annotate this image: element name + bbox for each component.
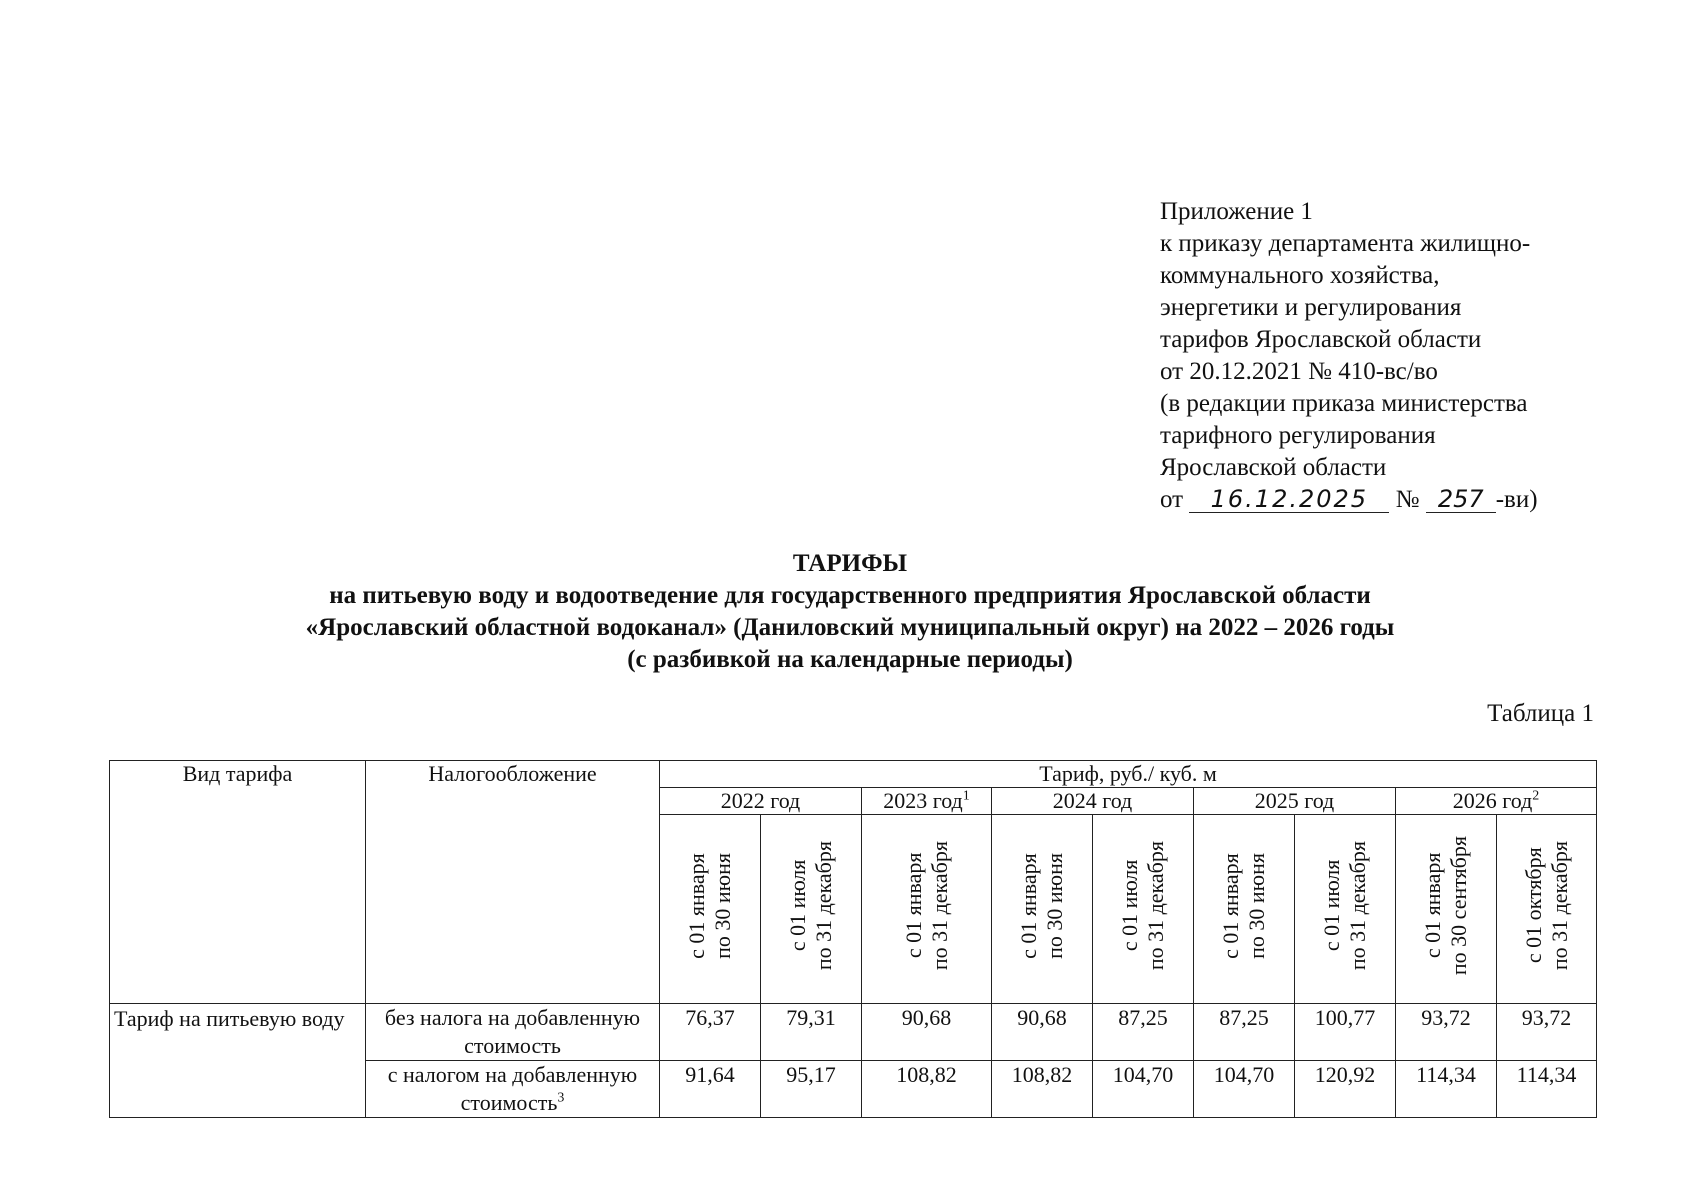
tariff-value: 91,64: [660, 1061, 761, 1118]
tariff-value: 87,25: [1194, 1004, 1295, 1061]
header-period: с 01 января по 30 июня: [660, 815, 761, 1004]
tariff-value: 95,17: [761, 1061, 862, 1118]
header-period: с 01 января по 30 июня: [1194, 815, 1295, 1004]
tariff-value: 93,72: [1396, 1004, 1497, 1061]
tariff-value: 90,68: [992, 1004, 1093, 1061]
header-year: 2022 год: [660, 788, 862, 815]
tariff-value: 87,25: [1093, 1004, 1194, 1061]
title-line-3: (с разбивкой на календарные периоды): [627, 646, 1073, 673]
appendix-signature-line: [1160, 484, 1680, 516]
header-year: 2024 год: [992, 788, 1194, 815]
appendix-line: тарифного регулирования: [1160, 422, 1436, 449]
tariff-value: 76,37: [660, 1004, 761, 1061]
title-line-1: на питьевую воду и водоотведение для государственного предприятия Ярославской области: [329, 582, 1371, 609]
header-taxation: Налогообложение: [366, 761, 660, 1004]
appendix-block: [1160, 196, 1680, 516]
appendix-line: коммунального хозяйства,: [1160, 262, 1440, 289]
row-taxation: без налога на добавленную стоимость: [366, 1004, 660, 1061]
appendix-line: энергетики и регулирования: [1160, 294, 1462, 321]
title-main: ТАРИФЫ: [792, 550, 908, 577]
header-period: с 01 января по 31 декабря: [862, 815, 992, 1004]
header-tariff-rub: Тариф, руб./ куб. м: [660, 761, 1597, 788]
appendix-line: к приказу департамента жилищно-: [1160, 230, 1531, 257]
appendix-suffix: -ви): [1495, 486, 1538, 513]
appendix-line: Ярославской области: [1160, 454, 1387, 481]
tariff-value: 108,82: [992, 1061, 1093, 1118]
title-line-2: «Ярославский областной водоканал» (Даниловский муниципальный округ) на 2022 – 2026 годы: [305, 614, 1395, 641]
appendix-line: от 20.12.2021 № 410-вс/во: [1160, 358, 1438, 385]
row-taxation: с налогом на добавленную стоимость$^3$: [366, 1061, 660, 1118]
tariff-value: 104,70: [1194, 1061, 1295, 1118]
handwritten-date: 16.12.2025: [1189, 486, 1389, 513]
tariff-table: [109, 760, 1597, 1118]
row-tariff-type: Тариф на питьевую воду: [110, 1004, 366, 1118]
tariff-value: 79,31: [761, 1004, 862, 1061]
tariff-value: 90,68: [862, 1004, 992, 1061]
document-title: [100, 548, 1600, 676]
header-year: 2025 год: [1194, 788, 1396, 815]
tariff-value: 93,72: [1497, 1004, 1597, 1061]
table-row: [110, 1004, 1597, 1061]
number-sign: №: [1395, 486, 1420, 513]
header-year: 2023 год$^1$: [862, 788, 992, 815]
appendix-line: (в редакции приказа министерства: [1160, 390, 1528, 417]
tariff-value: 104,70: [1093, 1061, 1194, 1118]
table-label: Таблица 1: [1487, 700, 1594, 727]
tariff-value: 114,34: [1396, 1061, 1497, 1118]
header-tariff-type: Вид тарифа: [110, 761, 366, 1004]
header-period: с 01 января по 30 июня: [992, 815, 1093, 1004]
header-period: с 01 июля по 31 декабря: [1093, 815, 1194, 1004]
tariff-value: 108,82: [862, 1061, 992, 1118]
header-period: с 01 июля по 31 декабря: [1295, 815, 1396, 1004]
tariff-value: 114,34: [1497, 1061, 1597, 1118]
appendix-prefix: от: [1160, 486, 1184, 513]
header-period: с 01 октября по 31 декабря: [1497, 815, 1597, 1004]
header-year: 2026 год$^2$: [1396, 788, 1597, 815]
handwritten-number: 257: [1426, 486, 1496, 513]
header-period: с 01 января по 30 сентября: [1396, 815, 1497, 1004]
appendix-line: Приложение 1: [1160, 198, 1313, 225]
tariff-value: 120,92: [1295, 1061, 1396, 1118]
header-period: с 01 июля по 31 декабря: [761, 815, 862, 1004]
appendix-line: тарифов Ярославской области: [1160, 326, 1482, 353]
tariff-value: 100,77: [1295, 1004, 1396, 1061]
